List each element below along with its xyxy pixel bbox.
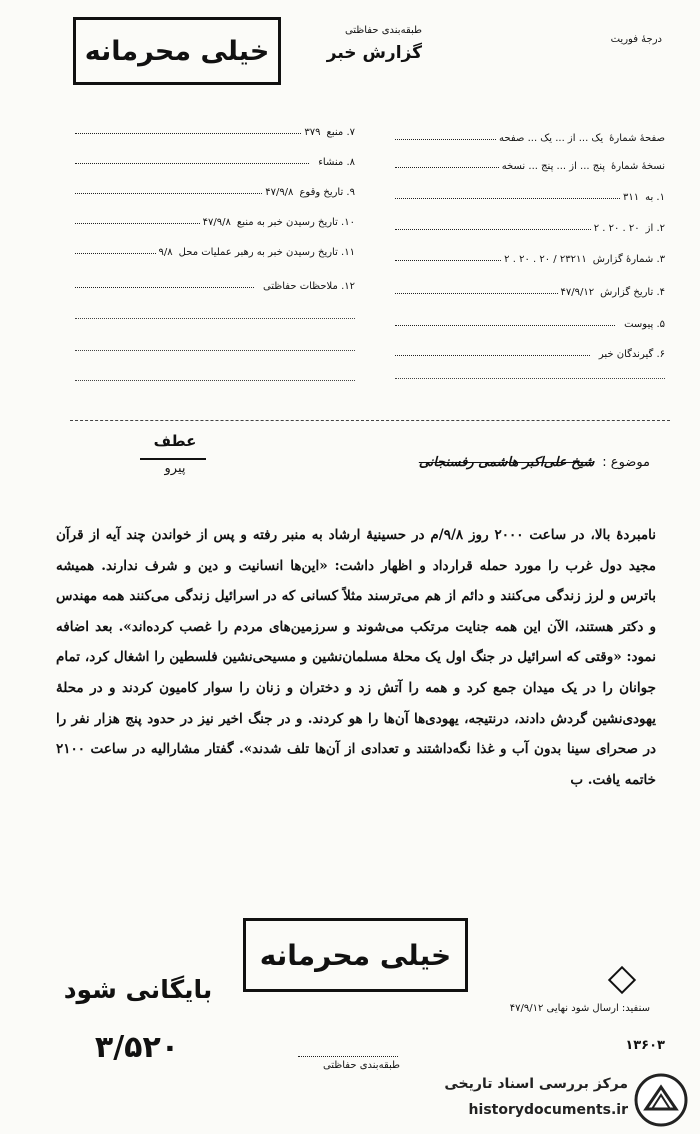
field-label: ۴. تاریخ گزارش <box>600 287 665 298</box>
subject-value: شیخ علی‌اکبر هاشمی رفسنجانی <box>418 455 595 470</box>
left-field-origin <box>75 148 355 168</box>
field-dots <box>75 253 156 254</box>
subject-row <box>330 455 650 470</box>
archive-logo-icon <box>634 1073 688 1127</box>
field-label: صفحهٔ شمارهٔ <box>609 133 665 144</box>
header-classification-label: طبقه‌بندی حفاظتی <box>344 25 422 36</box>
left-field-event-date <box>75 178 355 198</box>
bottom-confidential-stamp <box>243 918 468 992</box>
handwritten-archive-note: بایگانی شود <box>63 975 213 1004</box>
left-field-operations-receipt-date <box>75 238 355 258</box>
top-confidential-stamp <box>73 17 281 85</box>
field-label: ۱۱. تاریخ رسیدن خبر به رهبر عملیات محل <box>178 247 355 258</box>
field-dots <box>395 355 590 356</box>
watermark-text: مرکز بررسی اسناد تاریخی <box>444 1076 628 1092</box>
field-label: ۳. شمارهٔ گزارش <box>592 254 665 265</box>
document-number: ۱۳۶۰۳ <box>625 1038 665 1053</box>
field-dots <box>75 133 301 134</box>
field-dots <box>75 163 309 164</box>
diamond-mark-icon <box>608 966 636 994</box>
field-label: نسخهٔ شمارهٔ <box>611 161 665 172</box>
field-dots <box>395 229 591 230</box>
handwritten-file-number: ۳/۵۲۰ <box>94 1030 180 1065</box>
right-field-copy <box>395 152 665 172</box>
bottom-stamp-text: خیلی محرمانه <box>259 938 452 972</box>
urgency-label: درجهٔ فوریت <box>610 34 662 45</box>
top-stamp-text: خیلی محرمانه <box>84 35 270 67</box>
right-field-from <box>395 214 665 234</box>
field-value: ۲۰ . ۲۰ . ۲ <box>593 223 640 234</box>
left-field-security-notes <box>75 272 355 292</box>
right-field-report-date <box>395 278 665 298</box>
field-label: ۶. گیرندگان خبر <box>598 349 665 360</box>
section-divider <box>70 420 670 421</box>
field-label: ۱۰. تاریخ رسیدن خبر به منبع <box>236 217 355 228</box>
field-label: ۹. تاریخ وقوع <box>299 187 355 198</box>
field-value: ۳۱۱ <box>622 192 640 203</box>
field-dots <box>395 198 620 199</box>
field-value: پنج ... از ... پنج ... نسخه <box>501 161 606 172</box>
right-field-page <box>395 124 665 144</box>
field-value: یک ... از ... یک ... صفحه <box>499 133 604 144</box>
field-dots <box>395 325 615 326</box>
right-field-recipients <box>395 340 665 360</box>
field-value: ۲۳۲۱۱ / ۲۰ . ۲۰ . ۲ <box>504 254 587 265</box>
field-value: ۹/۸ <box>158 247 173 258</box>
field-label: ۸. منشاء <box>318 157 355 168</box>
field-dots <box>75 223 200 224</box>
field-dots <box>395 260 501 261</box>
left-field-source-receipt-date <box>75 208 355 228</box>
field-label: ۲. از <box>645 223 665 234</box>
field-dots <box>75 193 262 194</box>
handwritten-follow-up: پیرو <box>164 461 186 476</box>
field-dots <box>395 139 496 140</box>
blank-line <box>75 350 355 351</box>
field-value: ۴۷/۹/۱۲ <box>560 287 595 298</box>
handwritten-reference: عطف <box>153 432 197 450</box>
field-dots <box>395 167 499 168</box>
handwritten-underline <box>140 458 206 460</box>
footer-line <box>298 1056 398 1057</box>
field-value: ۳۷۹ <box>304 127 321 138</box>
right-field-to <box>395 183 665 203</box>
report-body-text: نامبردهٔ بالا، در ساعت ۲۰۰۰ روز ۹/۸/م در حسینیهٔ ارشاد به منبر رفته و پس از خواندن چند آیه از قرآن مجید دول غرب را مورد حمله قرارداد و اظهار داشت: «این‌ها انسانیت و دین و شرف ندارند. همیشه باترس و لرز زندگی می‌کنند و دائم از هم می‌ترسند مثلاً کسانی که در اسرائیل زندگی می‌کنند همه مهندس و دکتر هستند، الآن این همه جنایت مرتکب می‌شوند و سرزمین‌های مردم را غصب کرده‌اند». بعد اضافه نمود: «وقتی که اسرائیل در جنگ اول یک محلهٔ مسلمان‌نشین و مسیحی‌نشین فلسطین را اشغال کرد، تمام جوانان را در یک میدان جمع کرد و همه را آتش زد و دختران و زنان را سوار کامیون کردند و در محلهٔ یهودی‌نشین گردش دادند، درنتیجه، یهودی‌ها آن‌ها را هو کردند. و در جنگ اخیر نیز در حدود پنج هزار نفر را در صحرای سینا بدون آب و غذا نگه‌داشتند و تعدادی از آن‌ها تلف شدند». گفتار مشارالیه در ساعت ۲۱۰۰ خاتمه یافت. ب <box>56 527 656 788</box>
report-title: گزارش خبر <box>326 43 422 63</box>
left-field-source <box>75 118 355 138</box>
field-label: ۵. پیوست <box>624 319 665 330</box>
field-label: ۷. منبع <box>326 127 355 138</box>
field-dots <box>395 293 558 294</box>
field-label: ۱۲. ملاحظات حفاظتی <box>262 281 355 292</box>
right-field-report-number <box>395 245 665 265</box>
field-value: ۴۷/۹/۸ <box>265 187 294 198</box>
field-value: ۴۷/۹/۸ <box>202 217 231 228</box>
footer-classification-label: طبقه‌بندی حفاظتی <box>322 1060 400 1071</box>
right-field-attachment <box>395 310 665 330</box>
field-label: ۱. به <box>645 192 665 203</box>
field-dots <box>75 287 254 288</box>
blank-line <box>75 380 355 381</box>
final-send-note: سنفید: ارسال شود نهایی ۴۷/۹/۱۲ <box>509 1003 650 1014</box>
blank-line <box>395 378 665 379</box>
subject-label: موضوع : <box>602 455 650 470</box>
watermark-url: historydocuments.ir <box>468 1102 628 1118</box>
blank-line <box>75 318 355 319</box>
